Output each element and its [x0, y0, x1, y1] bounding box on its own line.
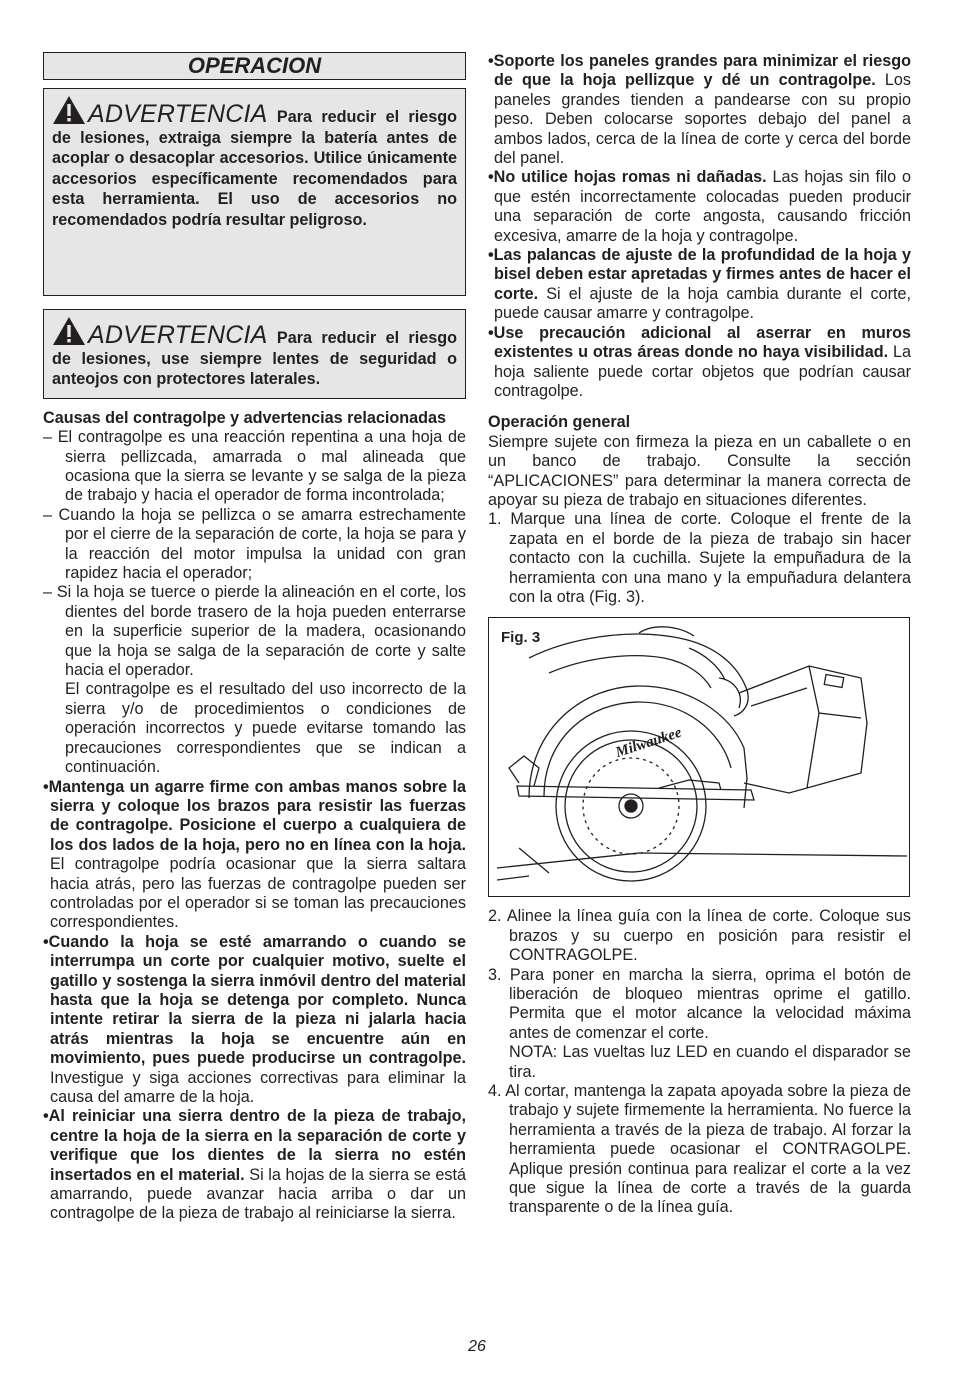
- warning-box-eye-protection: [43, 309, 466, 399]
- figure-3: [488, 617, 910, 897]
- figure-label: Fig. 3: [501, 629, 541, 647]
- general-intro: Siempre sujete con firmeza la pieza en un caballete o en un banco de trabajo. Consulte la sección “APLICACIONES” para determinar la manera correcta de apoyar su pieza de trabajo en situaciones diferentes.: [488, 432, 911, 509]
- bullet-bold: •Cuando la hoja se esté amarrando o cuando se interrumpa un corte por cualquier motivo, suelte el gatillo y sostenga la sierra inmóvil dentro del material hasta que la hoja se detenga por completo. Nunca intente retirar la sierra de la pieza ni jalarla hacia atrás mientras la hoja se encuentre aún en movimiento, pues puede producirse un contragolpe.: [43, 932, 466, 1068]
- kickback-bullet: [43, 1107, 466, 1223]
- warning-icon: [52, 316, 86, 346]
- bullet-text: Si la hojas de la sierra se está amarrando, puede avanzar hacia arriba o dar un contragolpe de la pieza de trabajo al reiniciarse la sierra.: [50, 1165, 466, 1223]
- kickback-cause: – El contragolpe es una reacción repentina a una hoja de sierra pellizcada, amarrada o mal alineada que ocasiona que la sierra se levante y se salga de la pieza de trabajo y hacia el operador de forma incontrolada;: [43, 428, 466, 505]
- kickback-bullet: [488, 246, 911, 324]
- bullet-text: Si el ajuste de la hoja cambia durante el corte, puede causar amarre y contragolpe.: [494, 284, 911, 323]
- bullet-text: El contragolpe podría ocasionar que la sierra saltara hacia atrás, pero las fuerzas de contragolpe pueden ser controladas por el operador si se toman las precauciones correspondientes.: [50, 855, 466, 932]
- kickback-cause: – Cuando la hoja se pellizca o se amarra estrechamente por el cierre de la separación de corte, la hoja se para y la reacción del motor impulsa la unidad con gran rapidez hacia el operador;: [43, 505, 466, 583]
- warning-box-accessories: [43, 88, 466, 296]
- warning-text: Para reducir el riesgo de lesiones, extraiga siempre la batería antes de acoplar o desacoplar accesorios. Utilice únicamente accesorios específicamente recomendados para esta herramienta. El uso de accesorios no recomendados podría resultar peligroso.: [52, 108, 457, 229]
- kickback-summary: El contragolpe es el resultado del uso incorrecto de la sierra y/o de procedimientos o condiciones de operación incorrectos y puede evitarse tomando las precauciones correspondientes que se indican a continuación.: [65, 680, 466, 777]
- kickback-cause: – Si la hoja se tuerce o pierde la alineación en el corte, los dientes del borde trasero de la hoja pueden enterrarse en la superficie superior de la madera, ocasionando que la hoja se salga de la separación de corte y salte hacia el operador.: [43, 583, 466, 680]
- bullet-text: Los paneles grandes tienden a pandearse con su propio peso. Deben colocarse soportes debajo del panel a ambos lados, cerca de la línea de corte y cerca del borde del panel.: [494, 71, 911, 168]
- kickback-bullet: [488, 168, 911, 246]
- kickback-bullet: [43, 933, 466, 1108]
- page-number: 26: [468, 1338, 486, 1355]
- warning-text: Para reducir el riesgo de lesiones, use siempre lentes de seguridad o anteojos con protectores laterales.: [52, 329, 457, 389]
- brand-label: Milwaukee: [613, 725, 684, 762]
- bullet-bold: •Al reiniciar una sierra dentro de la pieza de trabajo, centre la hoja de la sierra en la separación de corte y verifique que los dientes de la sierra no estén insertados en el material.: [43, 1107, 466, 1184]
- warning-label: ADVERTENCIA: [88, 100, 268, 128]
- bullet-bold: •Mantenga un agarre firme con ambas manos sobre la sierra y coloque los brazos para resistir las fuerzas de contragolpe. Posicione el cuerpo a cualquiera de los dos lados de la hoja, pero no en línea con la hoja.: [43, 777, 466, 854]
- bullet-bold: •Soporte los paneles grandes para minimizar el riesgo de que la hoja pellizque y dé un contragolpe.: [488, 52, 911, 90]
- warning-label: ADVERTENCIA: [88, 321, 268, 349]
- right-column: [488, 52, 911, 1218]
- bullet-bold: •Use precaución adicional al aserrar en muros existentes u otras áreas donde no haya visibilidad.: [488, 323, 911, 362]
- kickback-bullet: [43, 778, 466, 933]
- bullet-text: La hoja saliente puede cortar objetos que podrían causar contragolpe.: [494, 343, 911, 400]
- section-title: OPERACION: [43, 52, 466, 80]
- bullet-text: Las hojas sin filo o que estén incorrectamente colocadas pueden producir una separación de corte angosta, causando fricción excesiva, amarre de la hoja y contragolpe.: [494, 168, 911, 245]
- general-heading: Operación general: [488, 413, 631, 432]
- warning-icon: [52, 95, 86, 125]
- bullet-text: Investigue y siga acciones correctivas para eliminar la causa del amarre de la hoja.: [50, 1068, 466, 1106]
- step-note: NOTA: Las vueltas luz LED en cuando el disparador se tira.: [509, 1043, 911, 1081]
- left-column: [43, 52, 466, 1224]
- kickback-bullet: [488, 324, 911, 402]
- step: 4. Al cortar, mantenga la zapata apoyada sobre la pieza de trabajo y sujete firmemente la herramienta. No fuerce la herramienta a través de la pieza de trabajo. Al forzar la herramienta puede ocasionar el CONTRAGOLPE. Aplique presión continua para realizar el corte a la vez que sigue la línea de corte a través de la guarda transparente o de la línea guía.: [488, 1082, 911, 1217]
- step: 2. Alinee la línea guía con la línea de corte. Coloque sus brazos y su cuerpo en posición para resistir el CONTRAGOLPE.: [488, 907, 911, 965]
- step: 1. Marque una línea de corte. Coloque el frente de la zapata en el borde de la pieza de trabajo sin hacer contacto con la cuchilla. Sujete la empuñadura de la herramienta con una mano y la empuñadura delantera con la otra (Fig. 3).: [488, 510, 911, 606]
- kickback-heading: Causas del contragolpe y advertencias relacionadas: [43, 408, 447, 427]
- bullet-bold: •Las palancas de ajuste de la profundidad de la hoja y bisel deben estar apretadas y firmes antes de hacer el corte.: [488, 246, 911, 303]
- bullet-bold: •No utilice hojas romas ni dañadas.: [488, 168, 767, 187]
- step: 3. Para poner en marcha la sierra, oprima el botón de liberación de bloqueo mientras oprime el gatillo. Permita que el motor alcance la velocidad máxima antes de comenzar el corte.: [488, 965, 911, 1042]
- circular-saw-illustration: [489, 618, 911, 896]
- kickback-bullet: [488, 52, 911, 168]
